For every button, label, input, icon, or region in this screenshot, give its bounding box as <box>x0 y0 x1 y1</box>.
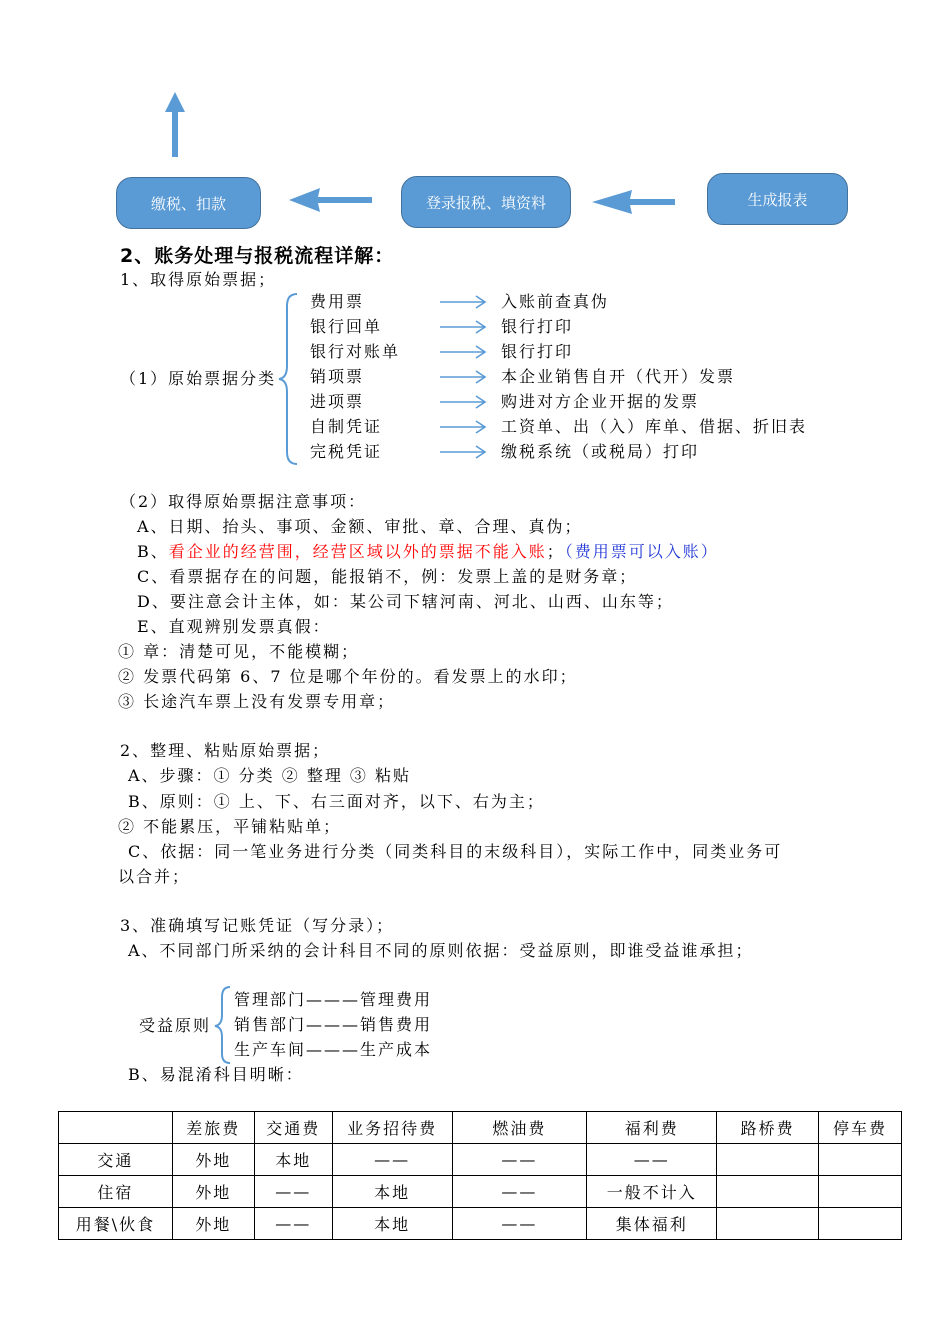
classify-item-name: 销项票 <box>310 367 365 386</box>
table-header: 交通费 <box>254 1112 332 1144</box>
left-brace-icon <box>279 294 297 464</box>
classify-item-desc: 工资单、出（入）库单、借据、折旧表 <box>501 417 808 436</box>
s2-principle-2: ② 不能累压，平铺粘贴单； <box>118 817 342 836</box>
classify-item-desc: 银行打印 <box>501 317 574 336</box>
benefit-item: 管理部门———管理费用 <box>234 990 433 1009</box>
section-heading: 2、账务处理与报税流程详解： <box>120 245 395 267</box>
notes-title: （2）取得原始票据注意事项： <box>120 492 367 511</box>
table-cell <box>717 1144 819 1176</box>
table-cell: —— <box>452 1208 587 1240</box>
right-arrow-icon <box>440 321 485 333</box>
table-cell <box>819 1176 902 1208</box>
s2-steps: A、步骤：① 分类 ② 整理 ③ 粘贴 <box>128 766 411 785</box>
classify-item-name: 费用票 <box>310 292 365 311</box>
up-arrow-icon <box>165 92 185 157</box>
right-arrow-icon <box>440 296 485 308</box>
table-cell: 用餐\伙食 <box>59 1208 173 1240</box>
s3-confusing-subjects: B、易混淆科目明晰： <box>128 1065 304 1084</box>
note-a: A、日期、抬头、事项、金额、审批、章、合理、真伪； <box>137 517 583 536</box>
classify-item-desc: 缴税系统（或税局）打印 <box>501 442 700 461</box>
classify-item-name: 银行回单 <box>310 317 383 336</box>
s2-basis: C、依据：同一笔业务进行分类（同类科目的末级科目），实际工作中，同类业务可 <box>128 842 783 861</box>
right-arrow-icon <box>440 346 485 358</box>
table-cell: —— <box>254 1208 332 1240</box>
note-d: D、要注意会计主体，如：某公司下辖河南、河北、山西、山东等； <box>137 592 674 611</box>
table-cell <box>717 1176 819 1208</box>
benefit-item: 销售部门———销售费用 <box>234 1015 433 1034</box>
classify-item-name: 进项票 <box>310 392 365 411</box>
table-cell <box>819 1208 902 1240</box>
s3-principle: A、不同部门所采纳的会计科目不同的原则依据：受益原则，即谁受益谁承担； <box>128 941 754 960</box>
note-c: C、看票据存在的问题，能报销不，例：发票上盖的是财务章； <box>137 567 638 586</box>
note-e-2: ② 发票代码第 6、7 位是哪个年份的。看发票上的水印； <box>118 667 578 686</box>
table-header: 福利费 <box>587 1112 717 1144</box>
table-cell: 本地 <box>254 1144 332 1176</box>
classify-item-desc: 银行打印 <box>501 342 574 361</box>
table-header: 路桥费 <box>717 1112 819 1144</box>
subjects-table <box>58 1111 902 1240</box>
flow-box-generate-report <box>707 173 848 225</box>
note-b-warning: 看企业的经营围，经营区域以外的票据不能入账 <box>168 542 547 561</box>
table-cell: —— <box>452 1144 587 1176</box>
table-cell: —— <box>587 1144 717 1176</box>
s3-title: 3、准确填写记账凭证（写分录）； <box>120 916 395 935</box>
flow-box-label: 缴税、扣款 <box>150 194 226 213</box>
note-e: E、直观辨别发票真假： <box>137 617 331 636</box>
note-b-sep: ； <box>546 542 565 561</box>
table-header: 业务招待费 <box>332 1112 452 1144</box>
table-header: 燃油费 <box>452 1112 587 1144</box>
note-b-remark: （费用票可以入账） <box>564 542 719 561</box>
left-brace-icon <box>215 987 230 1063</box>
table-cell: 交通 <box>59 1144 173 1176</box>
table-cell: —— <box>452 1176 587 1208</box>
classify-item-desc: 购进对方企业开据的发票 <box>501 392 700 411</box>
table-cell: 外地 <box>172 1208 254 1240</box>
benefit-item: 生产车间———生产成本 <box>234 1040 433 1059</box>
classify-item-name: 银行对账单 <box>310 342 401 361</box>
table-cell: —— <box>332 1144 452 1176</box>
table-cell: 一般不计入 <box>587 1176 717 1208</box>
table-cell: —— <box>254 1176 332 1208</box>
table-cell: 本地 <box>332 1176 452 1208</box>
note-b-prefix: B、 <box>137 542 169 561</box>
map-arrows <box>440 296 485 458</box>
table-row <box>59 1176 902 1208</box>
left-arrow-icon <box>592 190 675 214</box>
right-arrow-icon <box>440 371 485 383</box>
classify-item-desc: 本企业销售自开（代开）发票 <box>501 367 736 386</box>
table-cell: 外地 <box>172 1144 254 1176</box>
flow-box-label: 生成报表 <box>747 190 808 209</box>
table-cell: 本地 <box>332 1208 452 1240</box>
s2-title: 2、整理、粘贴原始票据； <box>120 741 331 760</box>
table-cell: 住宿 <box>59 1176 173 1208</box>
table-cell: 集体福利 <box>587 1208 717 1240</box>
table-cell: 外地 <box>172 1176 254 1208</box>
s1-title: 1、取得原始票据； <box>120 270 277 289</box>
table-header: 停车费 <box>819 1112 902 1144</box>
right-arrow-icon <box>440 421 485 433</box>
flow-box-file-tax <box>401 176 571 228</box>
table-header-row <box>59 1112 902 1144</box>
classify-item-name: 自制凭证 <box>310 417 383 436</box>
flow-box-label: 登录报税、填资料 <box>425 193 546 212</box>
classify-item-name: 完税凭证 <box>310 442 383 461</box>
note-b <box>137 542 719 562</box>
s2-principle: B、原则：① 上、下、右三面对齐，以下、右为主； <box>128 792 545 811</box>
classify-item-desc: 入账前查真伪 <box>501 292 610 311</box>
table-cell <box>819 1144 902 1176</box>
table-row <box>59 1144 902 1176</box>
table-cell <box>717 1208 819 1240</box>
right-arrow-icon <box>440 446 485 458</box>
left-arrow-icon <box>289 188 372 212</box>
s2-basis-cont: 以合并； <box>118 867 191 886</box>
flow-box-pay-tax <box>116 177 261 229</box>
note-e-1: ① 章：清楚可见，不能模糊； <box>118 642 360 661</box>
classify-label: （1）原始票据分类 <box>120 369 277 388</box>
benefit-label: 受益原则 <box>139 1016 212 1035</box>
table-header <box>59 1112 173 1144</box>
table-row <box>59 1208 902 1240</box>
note-e-3: ③ 长途汽车票上没有发票专用章； <box>118 692 396 711</box>
table-header: 差旅费 <box>172 1112 254 1144</box>
right-arrow-icon <box>440 396 485 408</box>
